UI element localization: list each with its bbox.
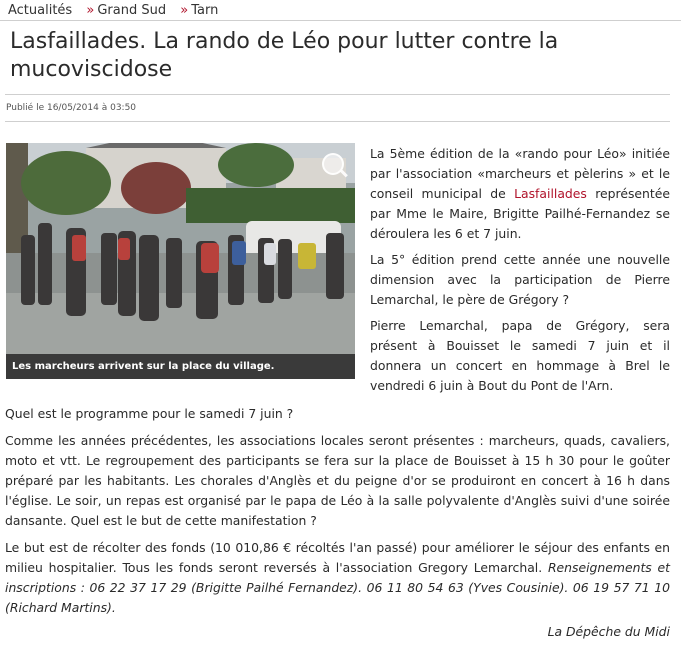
article-photo[interactable]: [6, 143, 355, 379]
top-divider: [0, 20, 681, 21]
contact-info: Renseignements et inscriptions : 06 22 37 17 29 (Brigitte Pailhé Fernandez). 06 11 80 54 63 (Yves Cousinie). 06 19 57 71 10 (Richard Martins).: [5, 560, 671, 615]
breadcrumb-separator: »: [86, 3, 95, 18]
town-link[interactable]: Lasfaillades: [514, 186, 587, 201]
paragraph-intro-text-end: représentée par Mme le Maire, Brigitte Pailhé-Fernandez se déroulera les 6 et 7 juin.: [370, 186, 671, 241]
paragraph-programme: Comme les années précédentes, les associations locales seront présentes : marcheurs, quads, cavaliers, moto et vtt. Le regroupement des participants se fera sur la place de Bouisset à 15 h 30 pour le goûter préparé par les habitants. Les chorales d'Anglès et du peigne d'or se produiront en concert à 16 h dans l'église. Le soir, un repas est organisé par le papa de Léo à la salle polyvalente d'Anglès suivi d'une soirée dansante. Quel est le but de cette manifestation ?: [5, 433, 670, 528]
meta-divider: [5, 121, 670, 122]
breadcrumb-item-tarn[interactable]: Tarn: [191, 3, 219, 18]
source-signature: La Dépêche du Midi: [547, 624, 670, 639]
breadcrumb: [8, 3, 218, 18]
paragraph-intro-text: La 5ème édition de la «rando pour Léo» initiée par l'association «marcheurs et pèlerins » et le conseil municipal de: [370, 146, 670, 201]
title-divider: [5, 94, 670, 95]
paragraph-goal: [5, 538, 670, 618]
breadcrumb-separator: »: [180, 3, 189, 18]
photo-image: [6, 143, 355, 379]
breadcrumb-item-actualites[interactable]: Actualités: [8, 3, 73, 18]
photo-caption: Les marcheurs arrivent sur la place du village.: [6, 354, 355, 379]
paragraph-edition: La 5° édition prend cette année une nouvelle dimension avec la participation de Pierre Lemarchal, le père de Grégory ?: [370, 252, 670, 307]
article-title: Lasfaillades. La rando de Léo pour lutter contre la mucoviscidose: [10, 29, 559, 82]
zoom-icon[interactable]: [322, 153, 344, 175]
paragraph-intro: [370, 144, 670, 244]
breadcrumb-item-grand-sud[interactable]: Grand Sud: [97, 3, 167, 18]
paragraph-goal-text: Le but est de récolter des fonds (10 010,86 € récoltés l'an passé) pour améliorer le séjour des enfants en milieu hospitalier. Tous les fonds seront reversés à l'association Gregory Lemarchal.: [5, 540, 670, 575]
publish-date: Publié le 16/05/2014 à 03:50: [6, 103, 137, 113]
paragraph-lemarchal: Pierre Lemarchal, papa de Grégory, sera présent à Bouisset le samedi 7 juin et il donnera un concert en hommage à Brel le vendredi 6 juin à Bout du Pont de l'Arn.: [370, 318, 670, 393]
paragraph-question: Quel est le programme pour le samedi 7 juin ?: [5, 406, 294, 421]
